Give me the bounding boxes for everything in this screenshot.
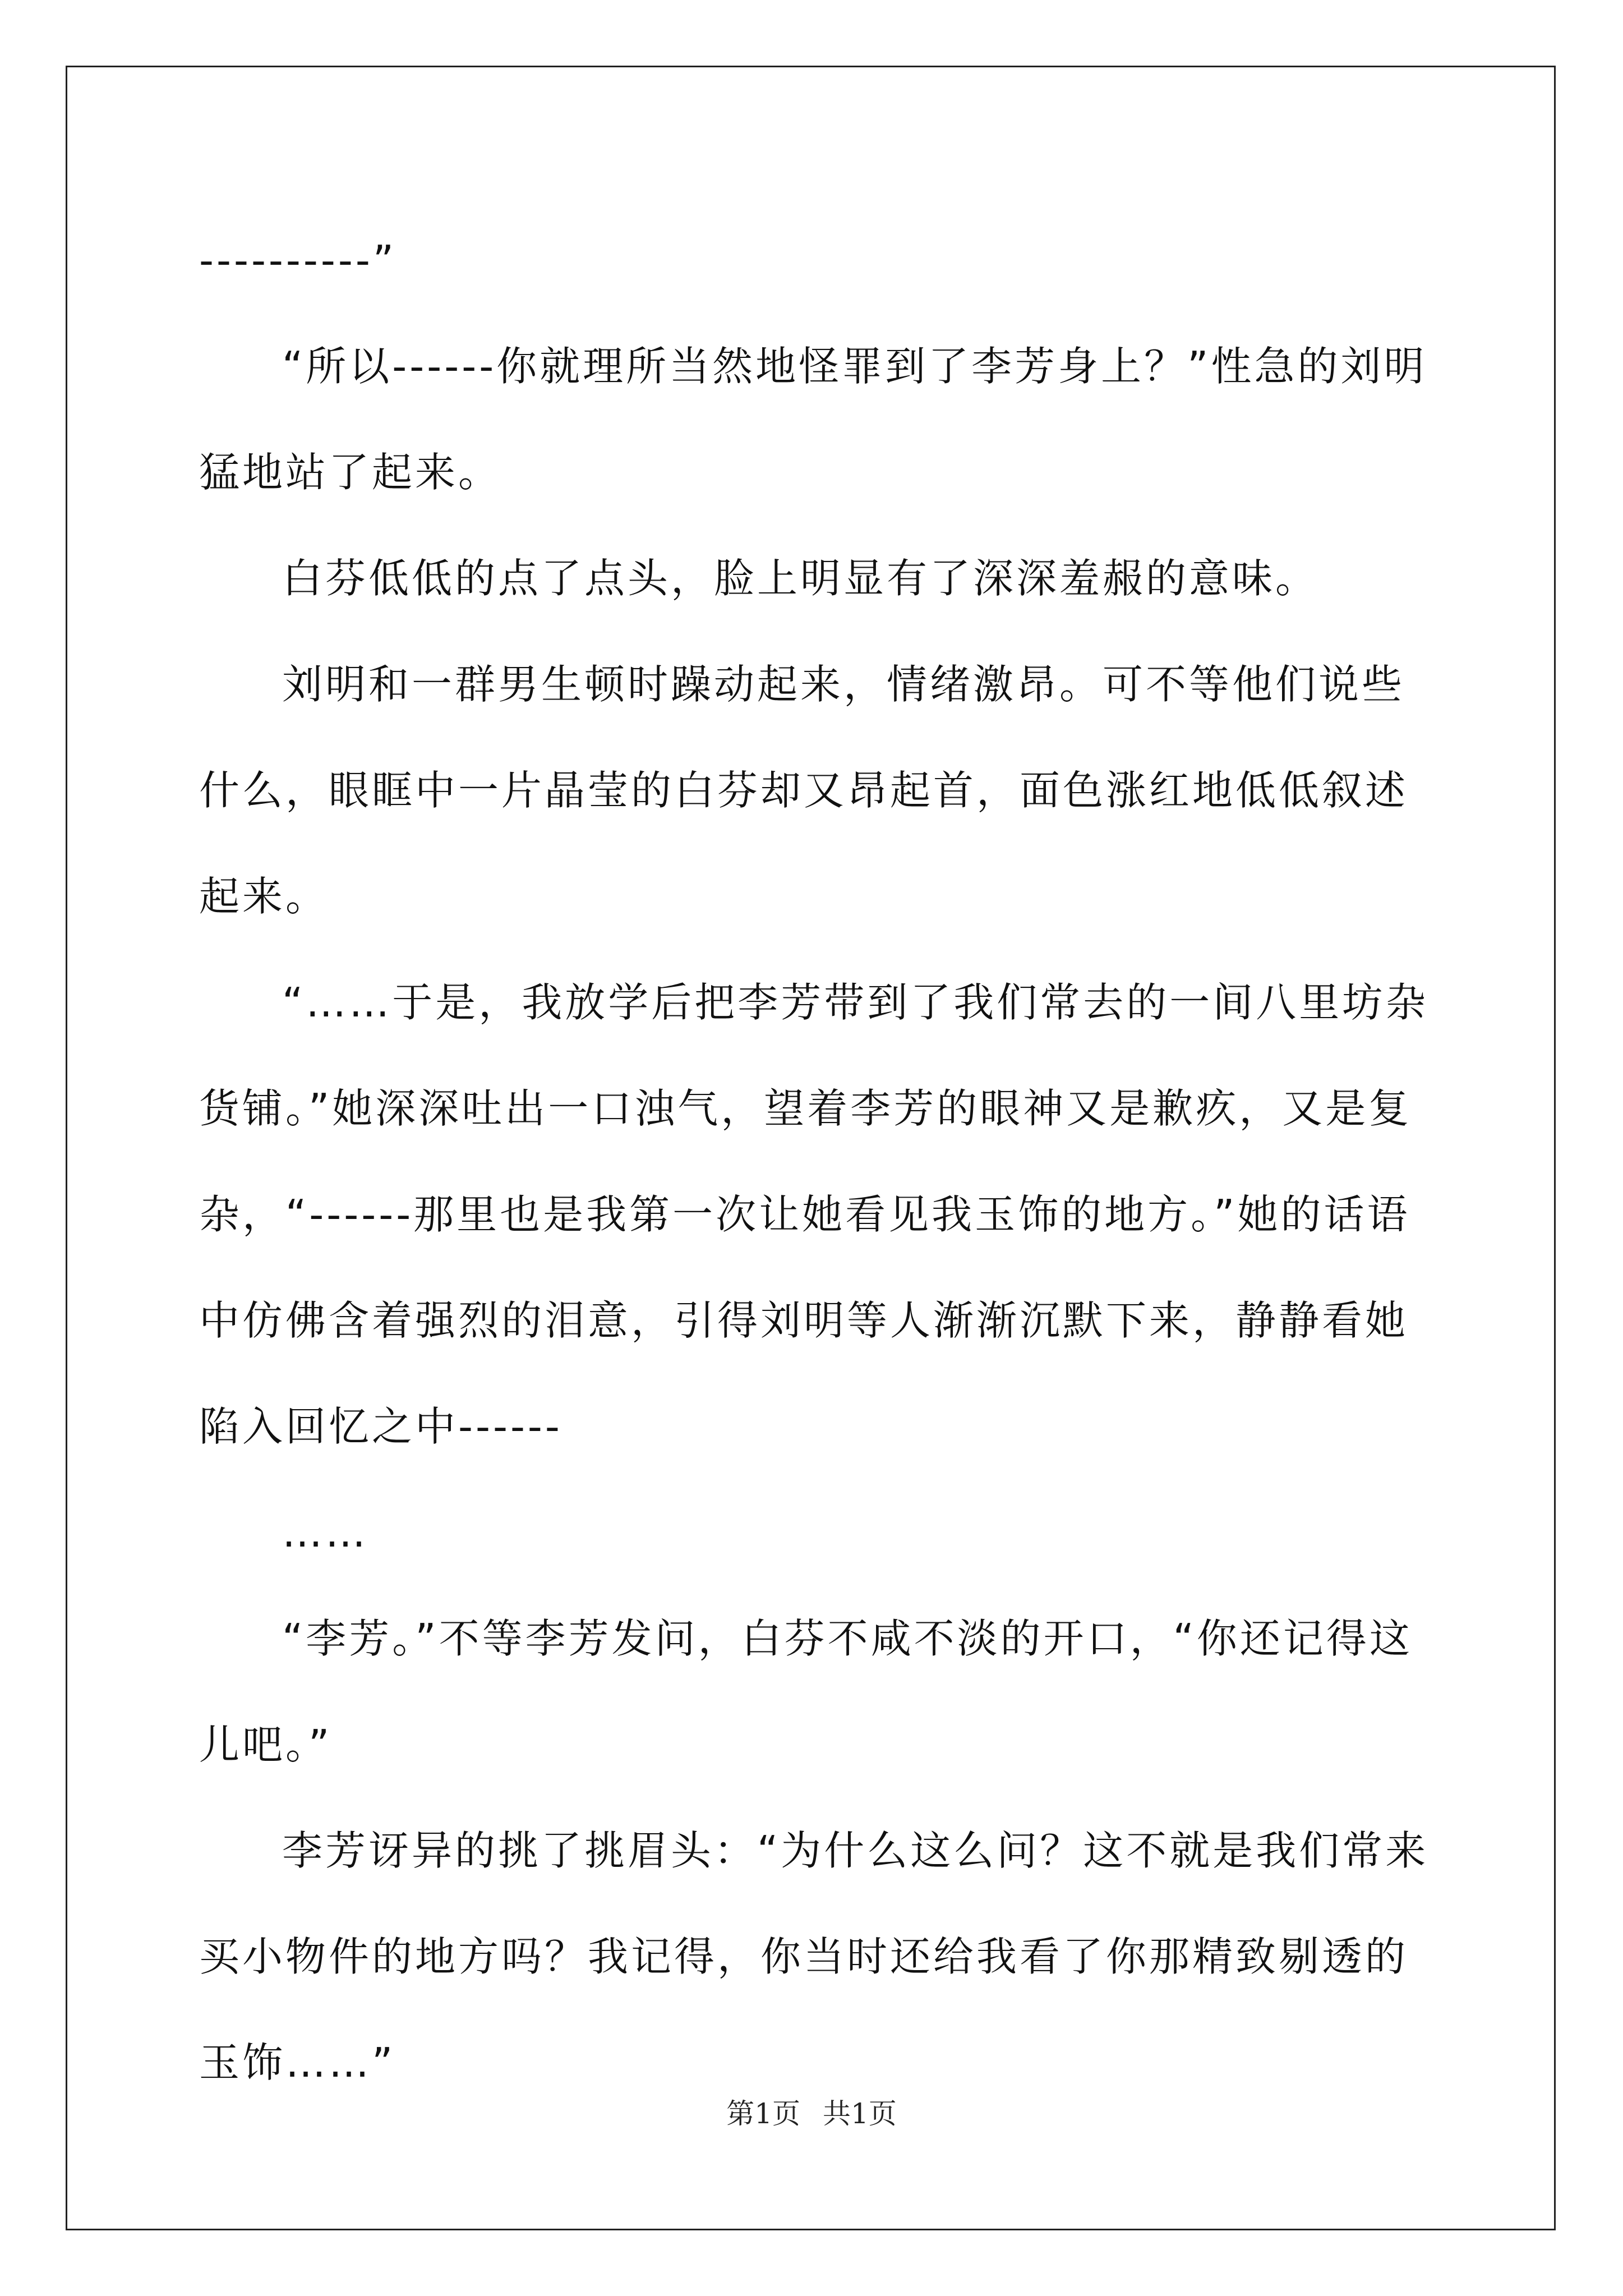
paragraph-2: “所以------你就理所当然地怪罪到了李芳身上？”性急的刘明猛地站了起来。 bbox=[199, 343, 1427, 496]
paragraph-7: “李芳。”不等李芳发问，白芬不咸不淡的开口，“你还记得这儿吧。” bbox=[199, 1615, 1413, 1768]
page-number: 第1页 bbox=[726, 2097, 801, 2130]
paragraph-1: ----------” bbox=[199, 237, 397, 284]
paragraph-5: “……于是，我放学后把李芳带到了我们常去的一间八里坊杂货铺。”她深深吐出一口浊气，望着李芳的眼神又是歉疚，又是复杂，“------那里也是我第一次让她看见我玉饰的地方。”她的话语中仿佛含着强烈的泪意，引得刘明等人渐渐沉默下来，静静看她陷入回忆之中------ bbox=[199, 979, 1429, 1450]
page-footer bbox=[0, 2091, 1623, 2132]
page-total: 共1页 bbox=[822, 2097, 897, 2130]
paragraph-8: 李芳讶异的挑了挑眉头：“为什么这么问？这不就是我们常来买小物件的地方吗？我记得，你当时还给我看了你那精致剔透的玉饰……” bbox=[199, 1827, 1429, 2086]
paragraph-6: …… bbox=[282, 1509, 368, 1556]
document-body bbox=[199, 208, 1444, 2116]
paragraph-4: 刘明和一群男生顿时躁动起来，情绪激昂。可不等他们说些什么，眼眶中一片晶莹的白芬却又昂起首，面色涨红地低低叙述起来。 bbox=[199, 661, 1409, 920]
paragraph-3: 白芬低低的点了点头，脸上明显有了深深羞赧的意味。 bbox=[282, 555, 1319, 602]
